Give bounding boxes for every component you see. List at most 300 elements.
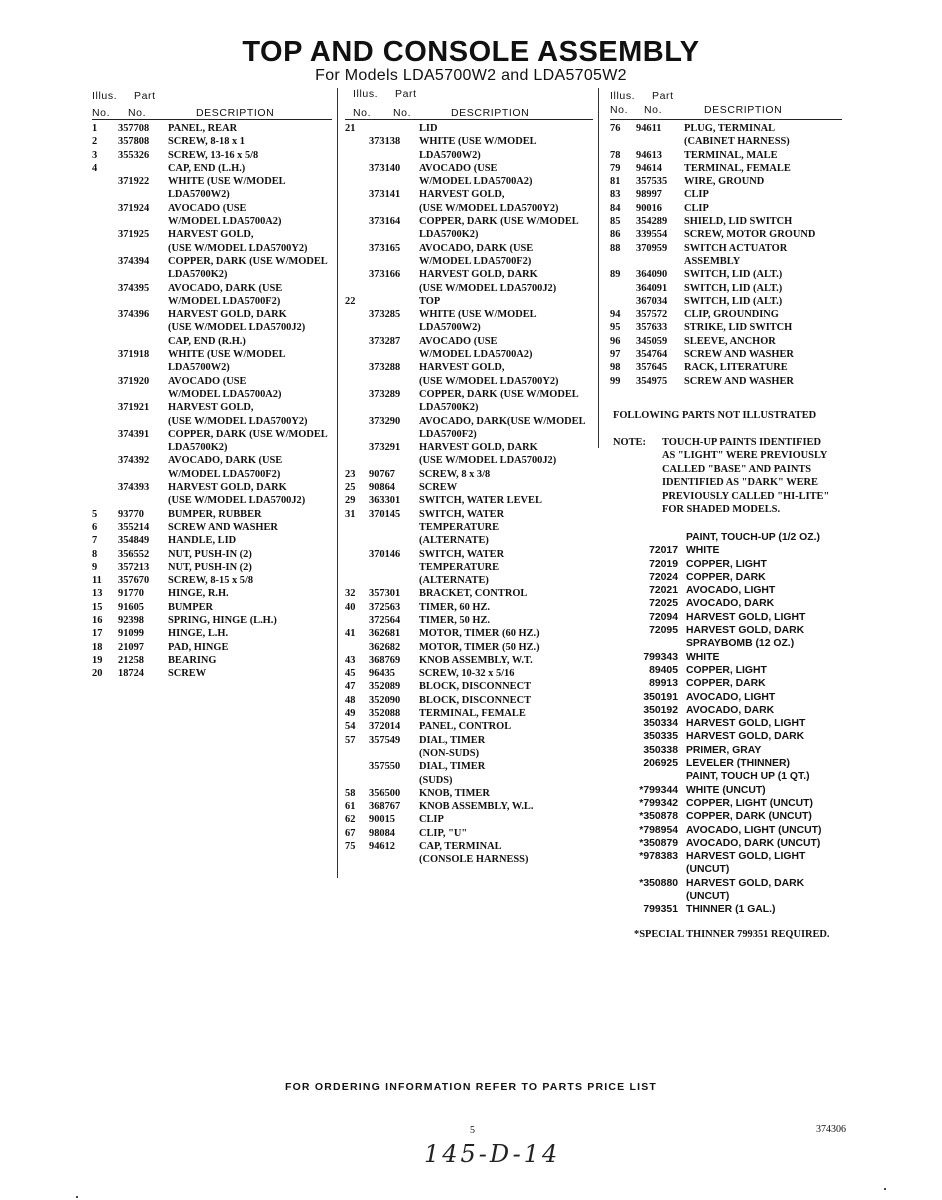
table-row bbox=[92, 534, 332, 547]
part-description: HARVEST GOLD, bbox=[419, 362, 505, 374]
paint-part-number: 206925 bbox=[643, 758, 678, 770]
table-row bbox=[92, 122, 332, 135]
part-description: SCREW, 8 x 3/8 bbox=[419, 468, 491, 480]
table-row bbox=[610, 135, 842, 148]
part-number: 364090 bbox=[636, 269, 668, 281]
illus-number: 6 bbox=[92, 521, 98, 533]
table-row bbox=[345, 641, 593, 654]
part-number: 373166 bbox=[369, 269, 401, 281]
part-number: 352090 bbox=[369, 694, 401, 706]
table-row bbox=[345, 441, 593, 454]
part-number: 92398 bbox=[118, 614, 144, 626]
part-number: 373287 bbox=[369, 335, 401, 347]
table-row bbox=[92, 228, 332, 241]
part-number: 364091 bbox=[636, 282, 668, 294]
part-number: 374393 bbox=[118, 482, 150, 494]
table-row bbox=[345, 375, 593, 388]
part-description: AVOCADO, DARK (USE bbox=[419, 242, 534, 254]
part-number: 21258 bbox=[118, 654, 144, 666]
scan-speck bbox=[76, 1196, 78, 1198]
part-description: SCREW AND WASHER bbox=[168, 521, 278, 533]
table-row bbox=[92, 601, 332, 614]
illus-number: 97 bbox=[610, 349, 621, 361]
paint-part-number: 72024 bbox=[649, 571, 678, 583]
table-row bbox=[345, 548, 593, 561]
part-description: WHITE (USE W/MODEL bbox=[419, 136, 537, 148]
following-parts-note: FOLLOWING PARTS NOT ILLUSTRATED bbox=[613, 410, 817, 421]
illus-number: 43 bbox=[345, 654, 356, 666]
illus-number: 8 bbox=[92, 548, 98, 560]
part-number: 371924 bbox=[118, 202, 150, 214]
part-number: 370145 bbox=[369, 508, 401, 520]
part-number: 357708 bbox=[118, 123, 150, 134]
illus-number: 45 bbox=[345, 668, 356, 680]
table-row bbox=[345, 135, 593, 148]
part-description: DIAL, TIMER bbox=[419, 734, 486, 746]
page-number: 5 bbox=[470, 1125, 475, 1136]
table-row bbox=[345, 162, 593, 175]
table-row bbox=[345, 308, 593, 321]
paint-description: AVOCADO, LIGHT bbox=[686, 691, 776, 703]
part-description: W/MODEL LDA5700A2) bbox=[419, 176, 533, 188]
paint-part-number: *799344 bbox=[639, 784, 678, 796]
table-row bbox=[610, 335, 842, 348]
paint-part-number: 89913 bbox=[649, 678, 678, 690]
paint-description: HARVEST GOLD, DARK bbox=[686, 731, 805, 743]
part-number: 98084 bbox=[369, 827, 395, 839]
table-row bbox=[610, 375, 842, 388]
part-description: TEMPERATURE bbox=[419, 561, 500, 573]
table-row bbox=[345, 175, 593, 188]
table-row bbox=[92, 335, 332, 348]
illus-number: 15 bbox=[92, 601, 103, 613]
paint-description: COPPER, DARK bbox=[686, 571, 766, 583]
table-row bbox=[345, 680, 593, 693]
table-row bbox=[610, 308, 842, 321]
illus-number: 21 bbox=[345, 123, 356, 134]
part-number: 372564 bbox=[369, 614, 401, 626]
note-line: AS "LIGHT" WERE PREVIOUSLY bbox=[662, 450, 828, 462]
paint-description: AVOCADO, LIGHT bbox=[686, 585, 776, 597]
part-description: SCREW bbox=[168, 668, 207, 680]
paint-row bbox=[628, 597, 858, 610]
paint-row bbox=[628, 863, 858, 876]
paint-part-number: 350335 bbox=[643, 731, 678, 743]
part-description: TOP bbox=[419, 295, 441, 307]
paint-row bbox=[628, 784, 858, 797]
table-row bbox=[92, 428, 332, 441]
table-row bbox=[345, 707, 593, 720]
header-no: No. bbox=[128, 107, 147, 119]
paint-row bbox=[628, 837, 858, 850]
table-row bbox=[345, 508, 593, 521]
part-description: LDA5700K2) bbox=[419, 402, 479, 414]
part-number: 373290 bbox=[369, 415, 401, 427]
table-row bbox=[345, 494, 593, 507]
part-number: 357670 bbox=[118, 575, 150, 587]
part-description: AVOCADO (USE bbox=[168, 375, 247, 387]
table-row bbox=[92, 162, 332, 175]
note-line: CALLED "BASE" AND PAINTS bbox=[662, 463, 812, 475]
table-row bbox=[92, 561, 332, 574]
table-row bbox=[345, 720, 593, 733]
part-description: SPRING, HINGE (L.H.) bbox=[168, 614, 277, 626]
table-row bbox=[345, 242, 593, 255]
part-description: AVOCADO, DARK (USE bbox=[168, 455, 283, 467]
part-number: 372014 bbox=[369, 721, 401, 733]
part-description: COPPER, DARK (USE W/MODEL bbox=[419, 388, 579, 400]
header-part: Part bbox=[652, 90, 674, 102]
part-description: LDA5700W2) bbox=[419, 149, 481, 161]
part-description: CLIP, GROUNDING bbox=[684, 309, 779, 321]
paint-part-number: 72025 bbox=[649, 598, 678, 610]
illus-number: 62 bbox=[345, 814, 356, 826]
table-row bbox=[610, 228, 842, 241]
handwritten-annotation: 145-D-14 bbox=[424, 1140, 561, 1168]
part-number: 367034 bbox=[636, 295, 668, 307]
part-description: COPPER, DARK (USE W/MODEL bbox=[168, 255, 328, 267]
illus-number: 18 bbox=[92, 641, 103, 653]
part-description: SCREW, 8-18 x 1 bbox=[168, 136, 245, 148]
paint-description: HARVEST GOLD, DARK bbox=[686, 625, 805, 637]
header-no: No. bbox=[644, 104, 663, 116]
part-description: (ALTERNATE) bbox=[419, 575, 489, 587]
header-illus: Illus. bbox=[353, 88, 379, 100]
part-description: BUMPER, RUBBER bbox=[168, 508, 262, 520]
part-description: (CABINET HARNESS) bbox=[684, 136, 790, 148]
scan-speck bbox=[884, 1188, 886, 1190]
table-row bbox=[345, 747, 593, 760]
paint-part-number: 72095 bbox=[649, 625, 678, 637]
table-row bbox=[92, 375, 332, 388]
paint-row bbox=[628, 770, 858, 783]
part-description: BRACKET, CONTROL bbox=[419, 588, 528, 600]
paint-description: COPPER, DARK (UNCUT) bbox=[686, 811, 812, 823]
column-header bbox=[610, 88, 842, 122]
illus-number: 75 bbox=[345, 841, 356, 853]
note-line: TOUCH-UP PAINTS IDENTIFIED bbox=[662, 437, 821, 448]
part-description: CAP, END (L.H.) bbox=[168, 162, 246, 174]
paint-row bbox=[628, 691, 858, 704]
table-row bbox=[345, 694, 593, 707]
illus-number: 2 bbox=[92, 136, 98, 148]
table-row bbox=[610, 268, 842, 281]
paint-description: THINNER (1 GAL.) bbox=[686, 904, 776, 916]
part-number: 354289 bbox=[636, 216, 668, 228]
part-description: LDA5700W2) bbox=[168, 189, 230, 201]
paint-description: WHITE (UNCUT) bbox=[686, 784, 766, 796]
part-description: SCREW, 13-16 x 5/8 bbox=[168, 149, 259, 161]
table-row bbox=[92, 361, 332, 374]
part-number: 352088 bbox=[369, 708, 401, 720]
part-description: TERMINAL, MALE bbox=[684, 149, 778, 161]
part-number: 91605 bbox=[118, 601, 144, 613]
table-row bbox=[345, 335, 593, 348]
part-number: 373291 bbox=[369, 442, 401, 454]
part-number: 354975 bbox=[636, 375, 668, 387]
part-description: HARVEST GOLD, DARK bbox=[419, 269, 538, 281]
paint-part-number: 72021 bbox=[649, 585, 678, 597]
ordering-information: FOR ORDERING INFORMATION REFER TO PARTS PRICE LIST bbox=[284, 1081, 658, 1093]
part-description: WHITE (USE W/MODEL bbox=[419, 309, 537, 321]
part-description: NUT, PUSH-IN (2) bbox=[168, 561, 252, 573]
table-row bbox=[345, 787, 593, 800]
paint-description: COPPER, LIGHT bbox=[686, 664, 767, 676]
table-row bbox=[345, 561, 593, 574]
paint-description: AVOCADO, DARK bbox=[686, 704, 775, 716]
paint-row bbox=[628, 558, 858, 571]
part-description: KNOB ASSEMBLY, W.L. bbox=[419, 801, 534, 813]
table-row bbox=[610, 282, 842, 295]
part-number: 339554 bbox=[636, 229, 668, 241]
part-number: 356552 bbox=[118, 548, 150, 560]
illus-number: 1 bbox=[92, 123, 98, 134]
illus-number: 88 bbox=[610, 242, 621, 254]
table-row bbox=[345, 228, 593, 241]
part-description: COPPER, DARK (USE W/MODEL bbox=[168, 428, 328, 440]
illus-number: 9 bbox=[92, 561, 98, 573]
part-description: AVOCADO (USE bbox=[419, 162, 498, 174]
table-row bbox=[92, 388, 332, 401]
table-row bbox=[345, 348, 593, 361]
part-number: 93770 bbox=[118, 508, 144, 520]
header-description: DESCRIPTION bbox=[451, 107, 530, 119]
table-row bbox=[345, 774, 593, 787]
part-description: BLOCK, DISCONNECT bbox=[419, 694, 532, 706]
table-row bbox=[610, 255, 842, 268]
paint-description: COPPER, DARK bbox=[686, 678, 766, 690]
table-row bbox=[92, 667, 332, 680]
part-description: CLIP bbox=[684, 189, 709, 201]
part-description: AVOCADO (USE bbox=[419, 335, 498, 347]
paint-row bbox=[628, 531, 858, 544]
part-description: CLIP, "U" bbox=[419, 827, 468, 839]
header-description: DESCRIPTION bbox=[704, 104, 783, 116]
table-row bbox=[92, 268, 332, 281]
part-description: (USE W/MODEL LDA5700J2) bbox=[419, 455, 557, 467]
part-description: BEARING bbox=[168, 654, 217, 666]
part-description: SCREW, 10-32 x 5/16 bbox=[419, 668, 515, 680]
table-row bbox=[345, 840, 593, 853]
paint-description: HARVEST GOLD, LIGHT bbox=[686, 611, 806, 623]
header-description: DESCRIPTION bbox=[196, 107, 275, 119]
table-row bbox=[92, 255, 332, 268]
part-number: 371922 bbox=[118, 176, 150, 188]
illus-number: 78 bbox=[610, 149, 621, 161]
part-description: HARVEST GOLD, bbox=[419, 189, 505, 201]
part-description: (ALTERNATE) bbox=[419, 535, 489, 547]
part-description: CAP, END (R.H.) bbox=[168, 335, 246, 347]
table-row bbox=[92, 441, 332, 454]
part-description: TERMINAL, FEMALE bbox=[684, 162, 791, 174]
part-number: 372563 bbox=[369, 601, 401, 613]
part-description: NUT, PUSH-IN (2) bbox=[168, 548, 252, 560]
illus-number: 79 bbox=[610, 162, 621, 174]
part-description: SCREW, 8-15 x 5/8 bbox=[168, 575, 254, 587]
table-row bbox=[92, 135, 332, 148]
part-number: 357633 bbox=[636, 322, 668, 334]
paint-row bbox=[628, 664, 858, 677]
paint-row bbox=[628, 903, 858, 916]
part-number: 362682 bbox=[369, 641, 401, 653]
part-number: 370146 bbox=[369, 548, 401, 560]
paint-row bbox=[628, 850, 858, 863]
paint-part-number: 72094 bbox=[649, 611, 678, 623]
paint-row bbox=[628, 877, 858, 890]
table-row bbox=[92, 481, 332, 494]
part-description: LDA5700F2) bbox=[419, 428, 477, 440]
paint-part-number: 72017 bbox=[649, 545, 678, 557]
table-row bbox=[610, 242, 842, 255]
paint-row bbox=[628, 890, 858, 903]
part-description: SWITCH, WATER LEVEL bbox=[419, 495, 542, 507]
table-row bbox=[345, 122, 593, 135]
table-row bbox=[92, 454, 332, 467]
paint-part-number: 799351 bbox=[643, 904, 678, 916]
paint-part-number: *350880 bbox=[639, 877, 678, 889]
part-description: (CONSOLE HARNESS) bbox=[419, 854, 529, 866]
part-description: STRIKE, LID SWITCH bbox=[684, 322, 793, 334]
part-number: 90864 bbox=[369, 482, 395, 494]
table-row bbox=[345, 188, 593, 201]
illus-number: 86 bbox=[610, 229, 621, 241]
part-number: 94613 bbox=[636, 149, 662, 161]
table-row bbox=[345, 215, 593, 228]
table-row bbox=[92, 508, 332, 521]
paint-part-number: *798954 bbox=[639, 824, 678, 836]
illus-number: 48 bbox=[345, 694, 356, 706]
part-description: KNOB, TIMER bbox=[419, 787, 490, 799]
part-description: W/MODEL LDA5700F2) bbox=[168, 468, 281, 480]
part-description: LDA5700K2) bbox=[168, 269, 228, 281]
part-description: HINGE, R.H. bbox=[168, 588, 229, 600]
table-row bbox=[345, 667, 593, 680]
paint-row bbox=[628, 571, 858, 584]
table-row bbox=[345, 255, 593, 268]
part-description: (USE W/MODEL LDA5700Y2) bbox=[419, 202, 559, 214]
table-row bbox=[92, 415, 332, 428]
illus-number: 4 bbox=[92, 162, 98, 174]
table-row bbox=[345, 734, 593, 747]
table-row bbox=[345, 601, 593, 614]
part-description: SCREW, MOTOR GROUND bbox=[684, 229, 816, 241]
paint-description: PAINT, TOUCH-UP (1/2 OZ.) bbox=[686, 532, 820, 543]
part-description: CLIP bbox=[419, 814, 444, 826]
paint-description: AVOCADO, LIGHT (UNCUT) bbox=[686, 824, 822, 836]
table-row bbox=[92, 627, 332, 640]
part-number: 373138 bbox=[369, 136, 401, 148]
part-number: 373285 bbox=[369, 309, 401, 321]
table-row bbox=[610, 215, 842, 228]
table-row bbox=[610, 202, 842, 215]
paint-row bbox=[628, 584, 858, 597]
table-row bbox=[345, 401, 593, 414]
part-description: DIAL, TIMER bbox=[419, 761, 486, 773]
table-row bbox=[92, 574, 332, 587]
table-row bbox=[92, 614, 332, 627]
header-illus: Illus. bbox=[610, 90, 636, 102]
part-description: TERMINAL, FEMALE bbox=[419, 708, 526, 720]
parts-column-3 bbox=[610, 88, 842, 388]
table-row bbox=[92, 654, 332, 667]
illus-number: 49 bbox=[345, 708, 356, 720]
paint-part-number: *350878 bbox=[639, 811, 678, 823]
table-row bbox=[345, 468, 593, 481]
header-no: No. bbox=[610, 104, 629, 116]
paint-description: HARVEST GOLD, LIGHT bbox=[686, 718, 806, 730]
paint-part-number: 89405 bbox=[649, 664, 678, 676]
table-row bbox=[345, 827, 593, 840]
paint-part-number: 799343 bbox=[643, 651, 678, 663]
paint-description: COPPER, LIGHT (UNCUT) bbox=[686, 797, 813, 809]
table-row bbox=[92, 468, 332, 481]
part-number: 373164 bbox=[369, 216, 401, 228]
table-row bbox=[345, 149, 593, 162]
paint-description: PAINT, TOUCH UP (1 QT.) bbox=[686, 771, 810, 783]
illus-number: 83 bbox=[610, 189, 621, 201]
table-row bbox=[92, 295, 332, 308]
document-number: 374306 bbox=[816, 1124, 846, 1135]
paint-description: (UNCUT) bbox=[686, 891, 730, 903]
part-number: 371920 bbox=[118, 375, 150, 387]
part-number: 374391 bbox=[118, 428, 150, 440]
paint-row bbox=[628, 717, 858, 730]
table-row bbox=[345, 321, 593, 334]
part-description: HARVEST GOLD, DARK bbox=[419, 442, 538, 454]
table-row bbox=[610, 295, 842, 308]
paint-row bbox=[628, 704, 858, 717]
part-description: HARVEST GOLD, DARK bbox=[168, 482, 287, 494]
part-description: (NON-SUDS) bbox=[419, 747, 480, 759]
part-number: 356500 bbox=[369, 787, 401, 799]
part-description: HARVEST GOLD, bbox=[168, 229, 254, 241]
part-description: PANEL, CONTROL bbox=[419, 721, 512, 733]
table-row bbox=[92, 215, 332, 228]
table-row bbox=[345, 853, 593, 866]
part-description: TEMPERATURE bbox=[419, 521, 500, 533]
part-description: W/MODEL LDA5700F2) bbox=[168, 295, 281, 307]
part-number: 94611 bbox=[636, 123, 662, 134]
header-rule bbox=[92, 119, 332, 120]
part-description: W/MODEL LDA5700F2) bbox=[419, 255, 532, 267]
illus-number: 99 bbox=[610, 375, 621, 387]
special-thinner-note: *SPECIAL THINNER 799351 REQUIRED. bbox=[634, 929, 830, 940]
parts-column-1 bbox=[92, 88, 332, 680]
illus-number: 19 bbox=[92, 654, 103, 666]
table-row bbox=[92, 242, 332, 255]
part-description: SWITCH ACTUATOR bbox=[684, 242, 788, 254]
part-description: HINGE, L.H. bbox=[168, 628, 229, 640]
table-row bbox=[92, 348, 332, 361]
table-row bbox=[345, 454, 593, 467]
table-row bbox=[345, 282, 593, 295]
part-number: 370959 bbox=[636, 242, 668, 254]
part-description: COPPER, DARK (USE W/MODEL bbox=[419, 216, 579, 228]
part-number: 357301 bbox=[369, 588, 401, 600]
part-description: (USE W/MODEL LDA5700Y2) bbox=[419, 375, 559, 387]
note-label: NOTE: bbox=[613, 437, 646, 448]
table-row bbox=[345, 813, 593, 826]
paint-row bbox=[628, 677, 858, 690]
table-row bbox=[345, 800, 593, 813]
paint-row bbox=[628, 624, 858, 637]
part-description: TIMER, 50 HZ. bbox=[419, 614, 491, 626]
part-description: CLIP bbox=[684, 202, 709, 214]
part-number: 371918 bbox=[118, 349, 150, 361]
paint-description: AVOCADO, DARK bbox=[686, 598, 775, 610]
illus-number: 16 bbox=[92, 614, 103, 626]
paint-description: COPPER, LIGHT bbox=[686, 558, 767, 570]
